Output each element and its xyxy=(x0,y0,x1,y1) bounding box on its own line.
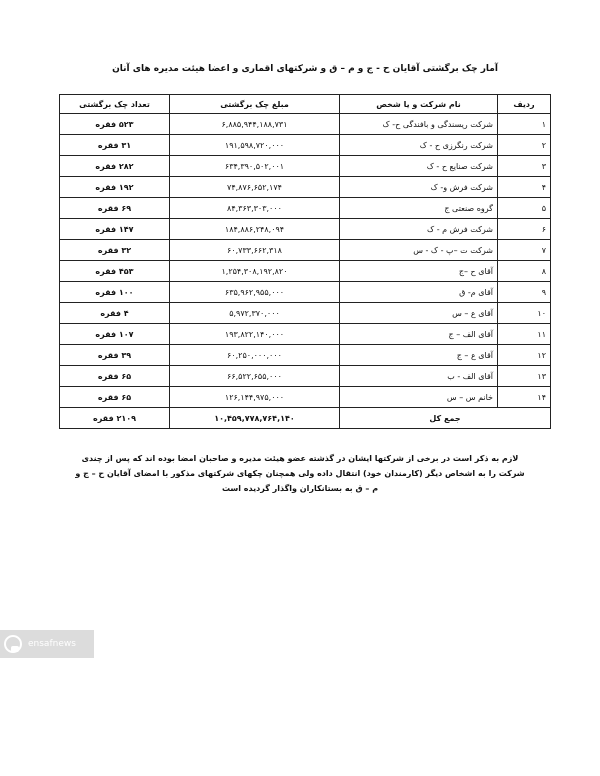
row-count: ۵۲۳ فقره xyxy=(60,114,170,135)
row-amount: ۶۰,۷۳۳,۶۶۲,۳۱۸ xyxy=(170,240,340,261)
row-name: شرکت ت –پ - ک - س xyxy=(340,240,498,261)
table-row xyxy=(60,240,551,261)
row-name: شرکت ریسندگی و بافندگی ح- ک xyxy=(340,114,498,135)
row-amount: ۱,۲۵۴,۳۰۸,۱۹۲,۸۲۰ xyxy=(170,261,340,282)
row-count: ۴۵۳ فقره xyxy=(60,261,170,282)
row-name: آقای ح –ج xyxy=(340,261,498,282)
table-row xyxy=(60,282,551,303)
row-name: شرکت رنگرزی ح - ک xyxy=(340,135,498,156)
row-count: ۳۱ فقره xyxy=(60,135,170,156)
row-name: گروه صنعتی ج xyxy=(340,198,498,219)
row-index: ۹ xyxy=(498,282,551,303)
row-count: ۶۵ فقره xyxy=(60,366,170,387)
total-amount: ۱۰,۴۵۹,۷۷۸,۷۶۴,۱۴۰ xyxy=(170,408,340,429)
row-index: ۲ xyxy=(498,135,551,156)
watermark xyxy=(0,630,94,658)
header-count: تعداد چک برگشتی xyxy=(60,95,170,114)
row-index: ۱۴ xyxy=(498,387,551,408)
total-label: جمع کل xyxy=(340,408,551,429)
row-amount: ۱۹۳,۸۲۲,۱۴۰,۰۰۰ xyxy=(170,324,340,345)
row-count: ۱۰۰ فقره xyxy=(60,282,170,303)
row-count: ۳۹ فقره xyxy=(60,345,170,366)
row-count: ۱۰۷ فقره xyxy=(60,324,170,345)
row-count: ۱۴۷ فقره xyxy=(60,219,170,240)
table-row xyxy=(60,198,551,219)
row-name: آقای ع – ج xyxy=(340,345,498,366)
total-count: ۲۱۰۹ فقره xyxy=(60,408,170,429)
table-row xyxy=(60,177,551,198)
bounced-checks-table xyxy=(59,94,551,429)
row-amount: ۵,۹۷۲,۳۷۰,۰۰۰ xyxy=(170,303,340,324)
table-row xyxy=(60,324,551,345)
row-index: ۸ xyxy=(498,261,551,282)
row-index: ۶ xyxy=(498,219,551,240)
header-amount: مبلغ چک برگشتی xyxy=(170,95,340,114)
row-index: ۵ xyxy=(498,198,551,219)
table-row xyxy=(60,135,551,156)
table-row xyxy=(60,114,551,135)
row-name: شرکت فرش م - ک xyxy=(340,219,498,240)
row-name: آقای م- ق xyxy=(340,282,498,303)
row-index: ۱۲ xyxy=(498,345,551,366)
row-index: ۱۱ xyxy=(498,324,551,345)
header-name: نام شرکت و یا شخص xyxy=(340,95,498,114)
row-amount: ۶۳۵,۹۶۲,۹۵۵,۰۰۰ xyxy=(170,282,340,303)
row-count: ۶۵ فقره xyxy=(60,387,170,408)
row-name: آقای ع – س xyxy=(340,303,498,324)
table-row xyxy=(60,219,551,240)
row-amount: ۱۸۴,۸۸۶,۲۴۸,۰۹۴ xyxy=(170,219,340,240)
row-name: آقای الف – ج xyxy=(340,324,498,345)
table-row xyxy=(60,156,551,177)
row-name: خانم س – س xyxy=(340,387,498,408)
table-row xyxy=(60,387,551,408)
table-row xyxy=(60,366,551,387)
row-index: ۱۰ xyxy=(498,303,551,324)
page-title: آمار چک برگشتی آقایان ح - ج و م – ق و شرکتهای اقماری و اعضا هیئت مدیره های آنان xyxy=(112,64,498,74)
ensaf-logo-icon xyxy=(4,635,22,653)
row-amount: ۱۹۱,۵۹۸,۷۲۰,۰۰۰ xyxy=(170,135,340,156)
row-amount: ۸۴,۳۶۳,۳۰۳,۰۰۰ xyxy=(170,198,340,219)
table-header-row xyxy=(60,95,551,114)
row-index: ۴ xyxy=(498,177,551,198)
row-index: ۳ xyxy=(498,156,551,177)
row-amount: ۶,۸۸۵,۹۴۴,۱۸۸,۷۳۱ xyxy=(170,114,340,135)
row-count: ۶۹ فقره xyxy=(60,198,170,219)
total-row xyxy=(60,408,551,429)
row-count: ۳۲ فقره xyxy=(60,240,170,261)
watermark-text: ensafnews xyxy=(28,639,76,649)
row-index: ۱۳ xyxy=(498,366,551,387)
row-count: ۴ فقره xyxy=(60,303,170,324)
footnote: لازم به ذکر است در برخی از شرکتها ایشان در گذشته عضو هیئت مدیره و صاحبان امضا بوده اند که پس از چندی شرکت را به اشخاص دیگر (کارمندان خود) انتقال داده ولی همچنان چکهای شرکتهای مذکور با امضای آقایان ح – ج و م – ق به بستانکاران واگذار گردیده است xyxy=(75,454,525,493)
row-amount: ۶۳۴,۳۹۰,۵۰۲,۰۰۱ xyxy=(170,156,340,177)
table-row xyxy=(60,303,551,324)
row-count: ۲۸۲ فقره xyxy=(60,156,170,177)
row-amount: ۶۶,۵۲۲,۶۵۵,۰۰۰ xyxy=(170,366,340,387)
row-name: شرکت فرش و- ک xyxy=(340,177,498,198)
row-name: آقای الف - ب xyxy=(340,366,498,387)
row-count: ۱۹۲ فقره xyxy=(60,177,170,198)
row-index: ۱ xyxy=(498,114,551,135)
row-name: شرکت صنایع ح - ک xyxy=(340,156,498,177)
header-idx: ردیف xyxy=(498,95,551,114)
row-amount: ۷۴,۸۷۶,۶۵۲,۱۷۴ xyxy=(170,177,340,198)
row-amount: ۶۰,۲۵۰,۰۰۰,۰۰۰ xyxy=(170,345,340,366)
row-amount: ۱۲۶,۱۴۴,۹۷۵,۰۰۰ xyxy=(170,387,340,408)
table-row xyxy=(60,345,551,366)
table-row xyxy=(60,261,551,282)
row-index: ۷ xyxy=(498,240,551,261)
